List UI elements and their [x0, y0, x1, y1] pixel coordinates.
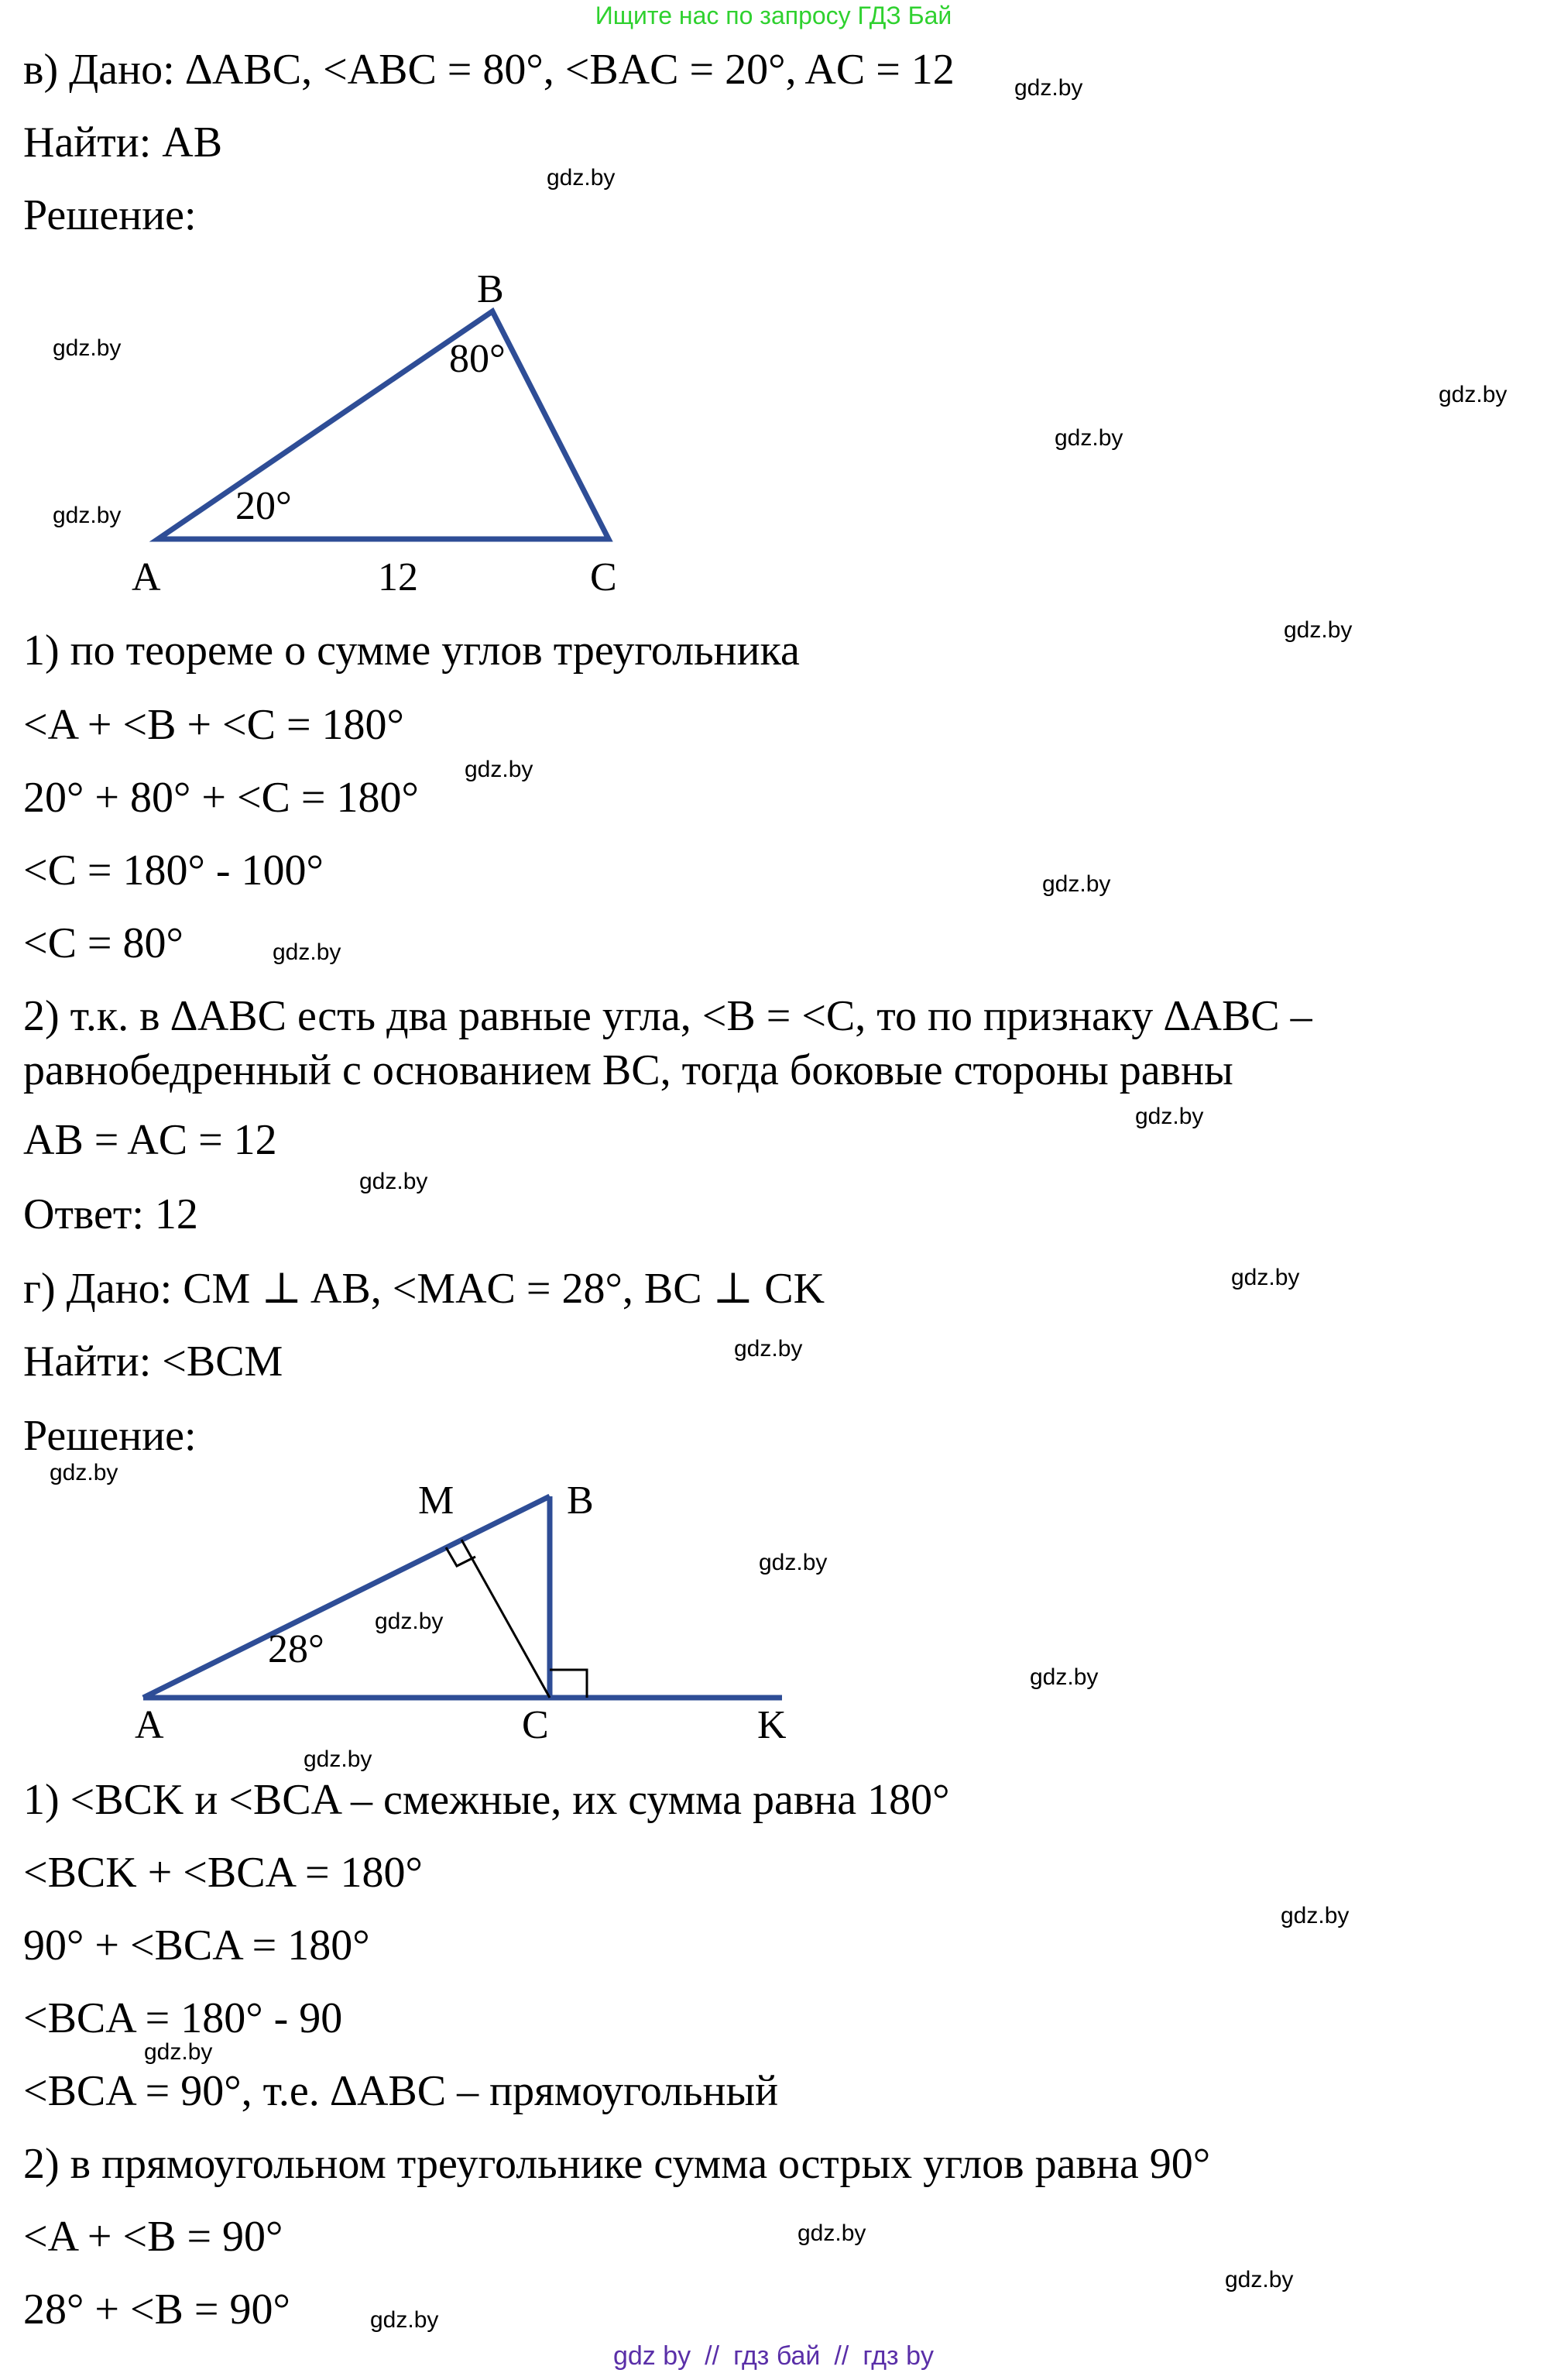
- vertex-label-a: A: [132, 555, 161, 599]
- step-v-6: 2) т.к. в ∆ABC есть два равные угла, <B = <C, то по признаку ∆ABC –: [23, 992, 1312, 1040]
- step-g-8: 28° + <B = 90°: [23, 2286, 290, 2334]
- watermark: gdz.by: [304, 1746, 372, 1772]
- line-cm: [461, 1540, 550, 1698]
- triangle-abc: [158, 311, 609, 539]
- step-g-5: <BCA = 90°, т.е. ∆ABC – прямоугольный: [23, 2067, 779, 2115]
- side-label-ac: 12: [378, 555, 418, 599]
- watermark: gdz.by: [465, 757, 533, 782]
- watermark: gdz.by: [1281, 1903, 1350, 1928]
- watermark: gdz.by: [547, 165, 616, 191]
- right-angle-mark-c: [550, 1670, 587, 1698]
- watermark: gdz.by: [734, 1336, 803, 1362]
- step-v-7: равнобедренный с основанием BC, тогда боковые стороны равны: [23, 1046, 1233, 1094]
- triangle-figure-v: [0, 263, 774, 620]
- footer-link-gdz-by[interactable]: gdz by: [612, 2341, 691, 2371]
- watermark: gdz.by: [370, 2307, 439, 2333]
- footer-separator: //: [705, 2341, 720, 2371]
- footer-separator: //: [834, 2341, 849, 2371]
- solution-label-g: Решение:: [23, 1412, 197, 1460]
- watermark: gdz.by: [1042, 871, 1111, 897]
- step-g-4: <BCA = 180° - 90: [23, 1994, 343, 2042]
- vertex-label-a: A: [135, 1703, 164, 1747]
- watermark: gdz.by: [53, 335, 122, 361]
- vertex-label-b: B: [567, 1478, 594, 1523]
- vertex-label-c: C: [590, 555, 617, 599]
- find-line-v: Найти: AB: [23, 118, 223, 167]
- step-g-6: 2) в прямоугольном треугольнике сумма острых углов равна 90°: [23, 2140, 1211, 2188]
- angle-label-a: 20°: [235, 484, 292, 528]
- watermark: gdz.by: [359, 1169, 428, 1194]
- watermark: gdz.by: [53, 503, 122, 528]
- watermark: gdz.by: [1055, 425, 1123, 451]
- watermark: gdz.by: [273, 939, 341, 965]
- watermark: gdz.by: [798, 2220, 866, 2246]
- given-line-g: г) Дано: CM ⊥ AB, <MAC = 28°, BC ⊥ CK: [23, 1265, 825, 1313]
- watermark: gdz.by: [1014, 75, 1083, 101]
- step-v-4: <C = 180° - 100°: [23, 847, 324, 895]
- watermark: gdz.by: [759, 1550, 828, 1575]
- footer-link-gdz-by-cyr[interactable]: гдз by: [863, 2341, 934, 2371]
- watermark: gdz.by: [1284, 617, 1353, 643]
- line-ab: [143, 1496, 550, 1698]
- watermark: gdz.by: [1439, 382, 1508, 407]
- footer: [0, 2339, 1547, 2373]
- step-g-3: 90° + <BCA = 180°: [23, 1922, 370, 1970]
- vertex-label-c: C: [522, 1703, 549, 1747]
- step-v-3: 20° + 80° + <C = 180°: [23, 774, 419, 822]
- vertex-label-b: B: [477, 267, 504, 311]
- step-g-7: <A + <B = 90°: [23, 2213, 283, 2261]
- step-g-1: 1) <BCK и <BCA – смежные, их сумма равна 180°: [23, 1776, 950, 1824]
- step-v-1: 1) по теореме о сумме углов треугольника: [23, 627, 800, 675]
- step-v-5: <C = 80°: [23, 919, 184, 967]
- watermark: gdz.by: [144, 2039, 213, 2065]
- step-v-2: <A + <B + <C = 180°: [23, 701, 404, 749]
- solution-label-v: Решение:: [23, 191, 197, 239]
- watermark: gdz.by: [1030, 1664, 1099, 1690]
- top-banner[interactable]: Ищите нас по запросу ГДЗ Бай: [595, 2, 952, 29]
- watermark: gdz.by: [50, 1460, 118, 1485]
- answer-v: Ответ: 12: [23, 1190, 198, 1238]
- step-g-2: <BCK + <BCA = 180°: [23, 1849, 423, 1897]
- vertex-label-k: K: [757, 1703, 787, 1747]
- footer-link-gdz-bai[interactable]: гдз бай: [733, 2341, 821, 2371]
- given-line-v: в) Дано: ∆ABC, <ABC = 80°, <BAC = 20°, AC = 12: [23, 46, 955, 94]
- watermark: gdz.by: [375, 1609, 444, 1634]
- watermark: gdz.by: [1231, 1265, 1300, 1290]
- vertex-label-m: M: [418, 1478, 454, 1523]
- angle-label-b: 80°: [449, 337, 506, 381]
- angle-label-a: 28°: [268, 1627, 324, 1671]
- find-line-g: Найти: <BCM: [23, 1338, 283, 1386]
- watermark: gdz.by: [1225, 2267, 1294, 2292]
- step-v-8: AB = AC = 12: [23, 1116, 277, 1164]
- watermark: gdz.by: [1135, 1104, 1204, 1129]
